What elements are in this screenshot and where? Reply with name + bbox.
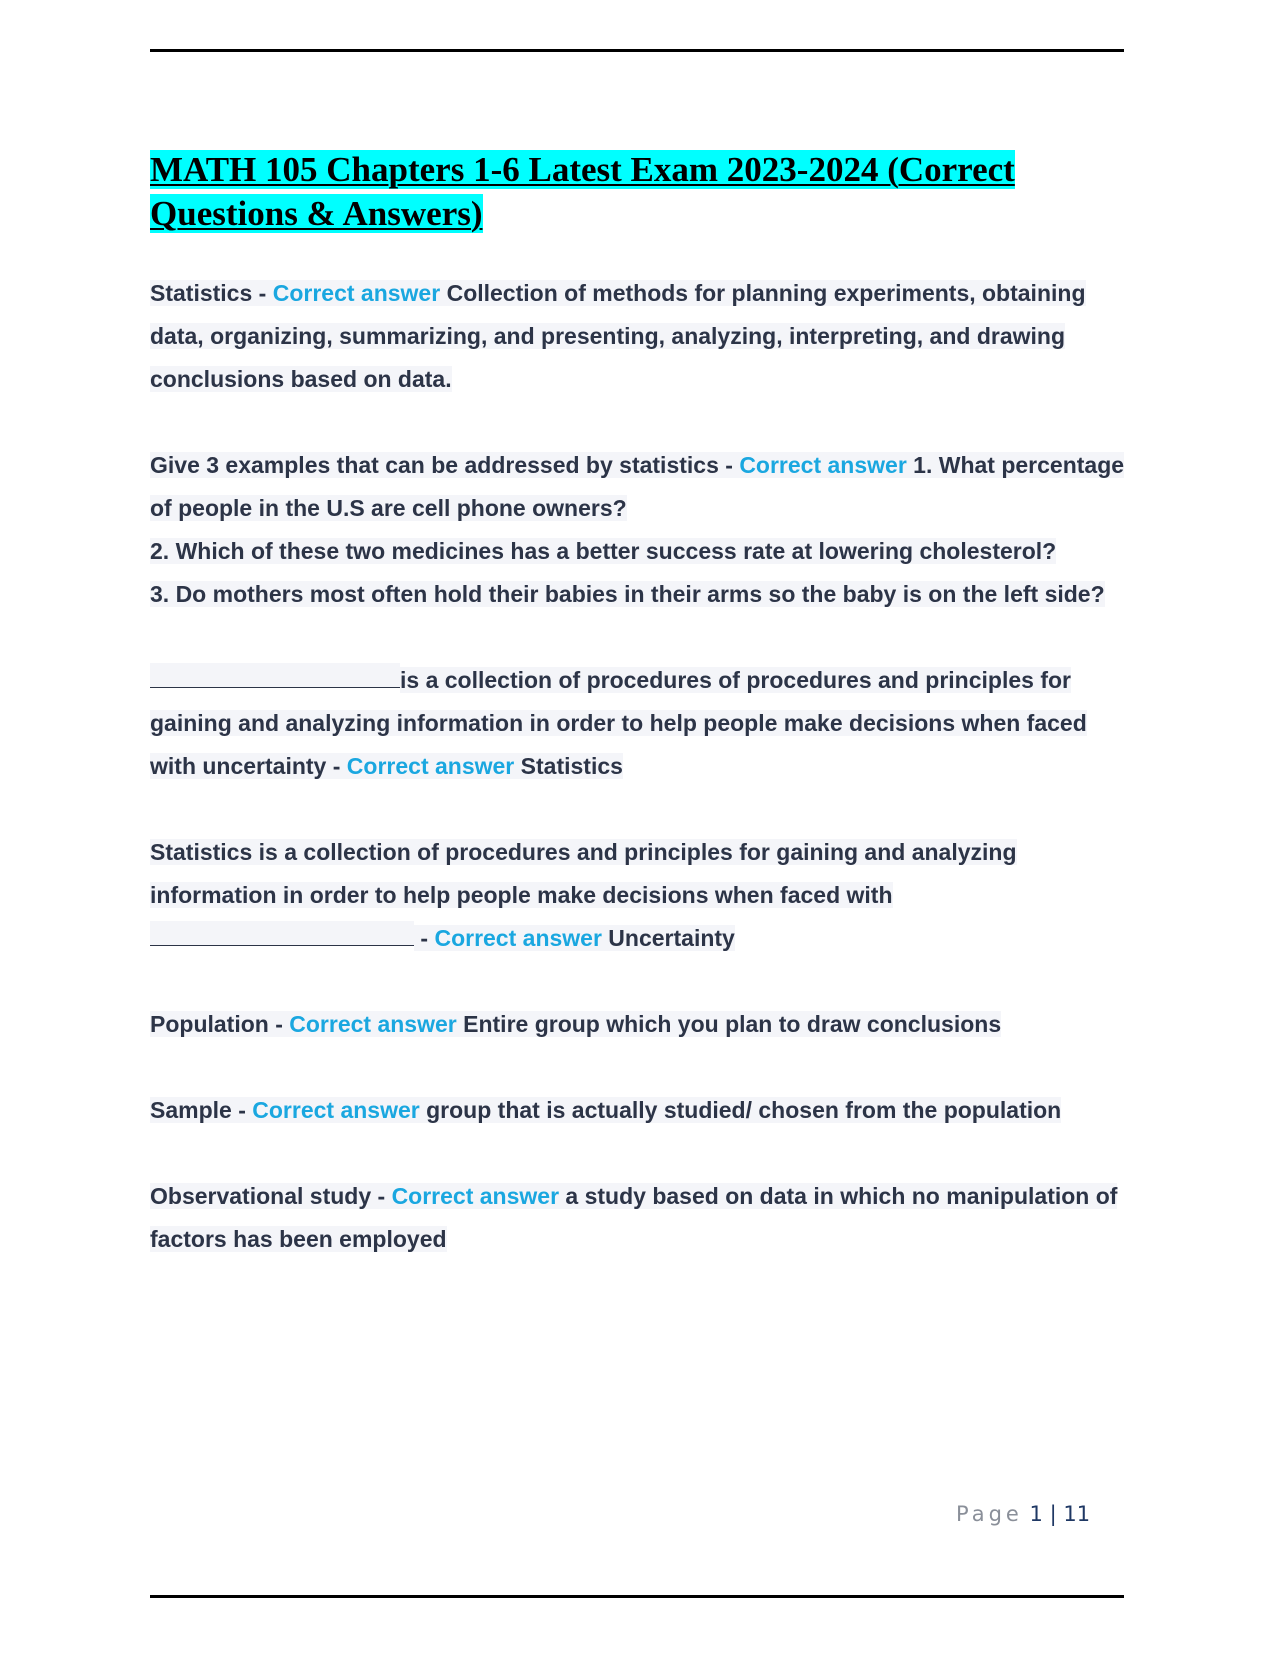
document-title (150, 148, 1130, 236)
page-number: 1 (1029, 1502, 1043, 1526)
answer-text: 3. Do mothers most often hold their babies in their arms so the baby is on the left side? (150, 581, 1105, 607)
header-rule (150, 49, 1124, 52)
question-text: Population - (150, 1011, 290, 1037)
answer-text: a study based on data in which no manipulation of factors has been employed (150, 1183, 1118, 1252)
qa-item-sample (150, 1089, 1130, 1132)
correct-answer-label: Correct answer (434, 925, 602, 951)
correct-answer-label: Correct answer (289, 1011, 457, 1037)
qa-item-examples (150, 444, 1130, 616)
answer-text: Statistics (514, 753, 623, 779)
question-text: is a collection of procedures of procedures and principles for gaining and analyzing information in order to help people make decisions when faced with uncertainty - (150, 667, 1087, 779)
question-text: Sample - (150, 1097, 253, 1123)
page-separator: | (1042, 1502, 1064, 1526)
qa-item-observational-study (150, 1175, 1130, 1261)
answer-blank (150, 921, 414, 946)
correct-answer-label: Correct answer (272, 280, 441, 306)
qa-item-fill-blank-uncertainty (150, 831, 1130, 960)
qa-item-statistics (150, 272, 1130, 401)
qa-item-fill-blank-statistics (150, 659, 1130, 788)
page-total: 11 (1063, 1502, 1091, 1526)
correct-answer-label: Correct answer (252, 1097, 420, 1123)
qa-list (150, 272, 1130, 1304)
document-title-text: MATH 105 Chapters 1-6 Latest Exam 2023-2024 (Correct Questions & Answers) (150, 150, 1015, 233)
question-text: Statistics is a collection of procedures and principles for gaining and analyzing information in order to help people make decisions when faced with (150, 839, 1017, 908)
question-text: Observational study - (150, 1183, 392, 1209)
correct-answer-label: Correct answer (346, 753, 515, 779)
answer-text: Uncertainty (601, 925, 735, 951)
question-text: Give 3 examples that can be addressed by statistics - (150, 452, 740, 478)
answer-text: group that is actually studied/ chosen from the population (419, 1097, 1062, 1123)
question-text: Statistics - (150, 280, 273, 306)
footer-rule (150, 1595, 1124, 1598)
page-label: Page (956, 1502, 1023, 1526)
qa-item-population (150, 1003, 1130, 1046)
page-footer (956, 1502, 1090, 1526)
answer-text: 2. Which of these two medicines has a better success rate at lowering cholesterol? (150, 538, 1057, 564)
answer-text: 1. What percentage of people in the U.S are cell phone owners? (150, 452, 1125, 521)
answer-text: Collection of methods for planning experiments, obtaining data, organizing, summarizing, and presenting, analyzing, interpreting, and drawing conclusions based on data. (150, 280, 1086, 392)
question-text: - (414, 925, 435, 951)
correct-answer-label: Correct answer (391, 1183, 560, 1209)
answer-text: Entire group which you plan to draw conclusions (456, 1011, 1002, 1037)
answer-blank (150, 663, 400, 688)
correct-answer-label: Correct answer (739, 452, 907, 478)
